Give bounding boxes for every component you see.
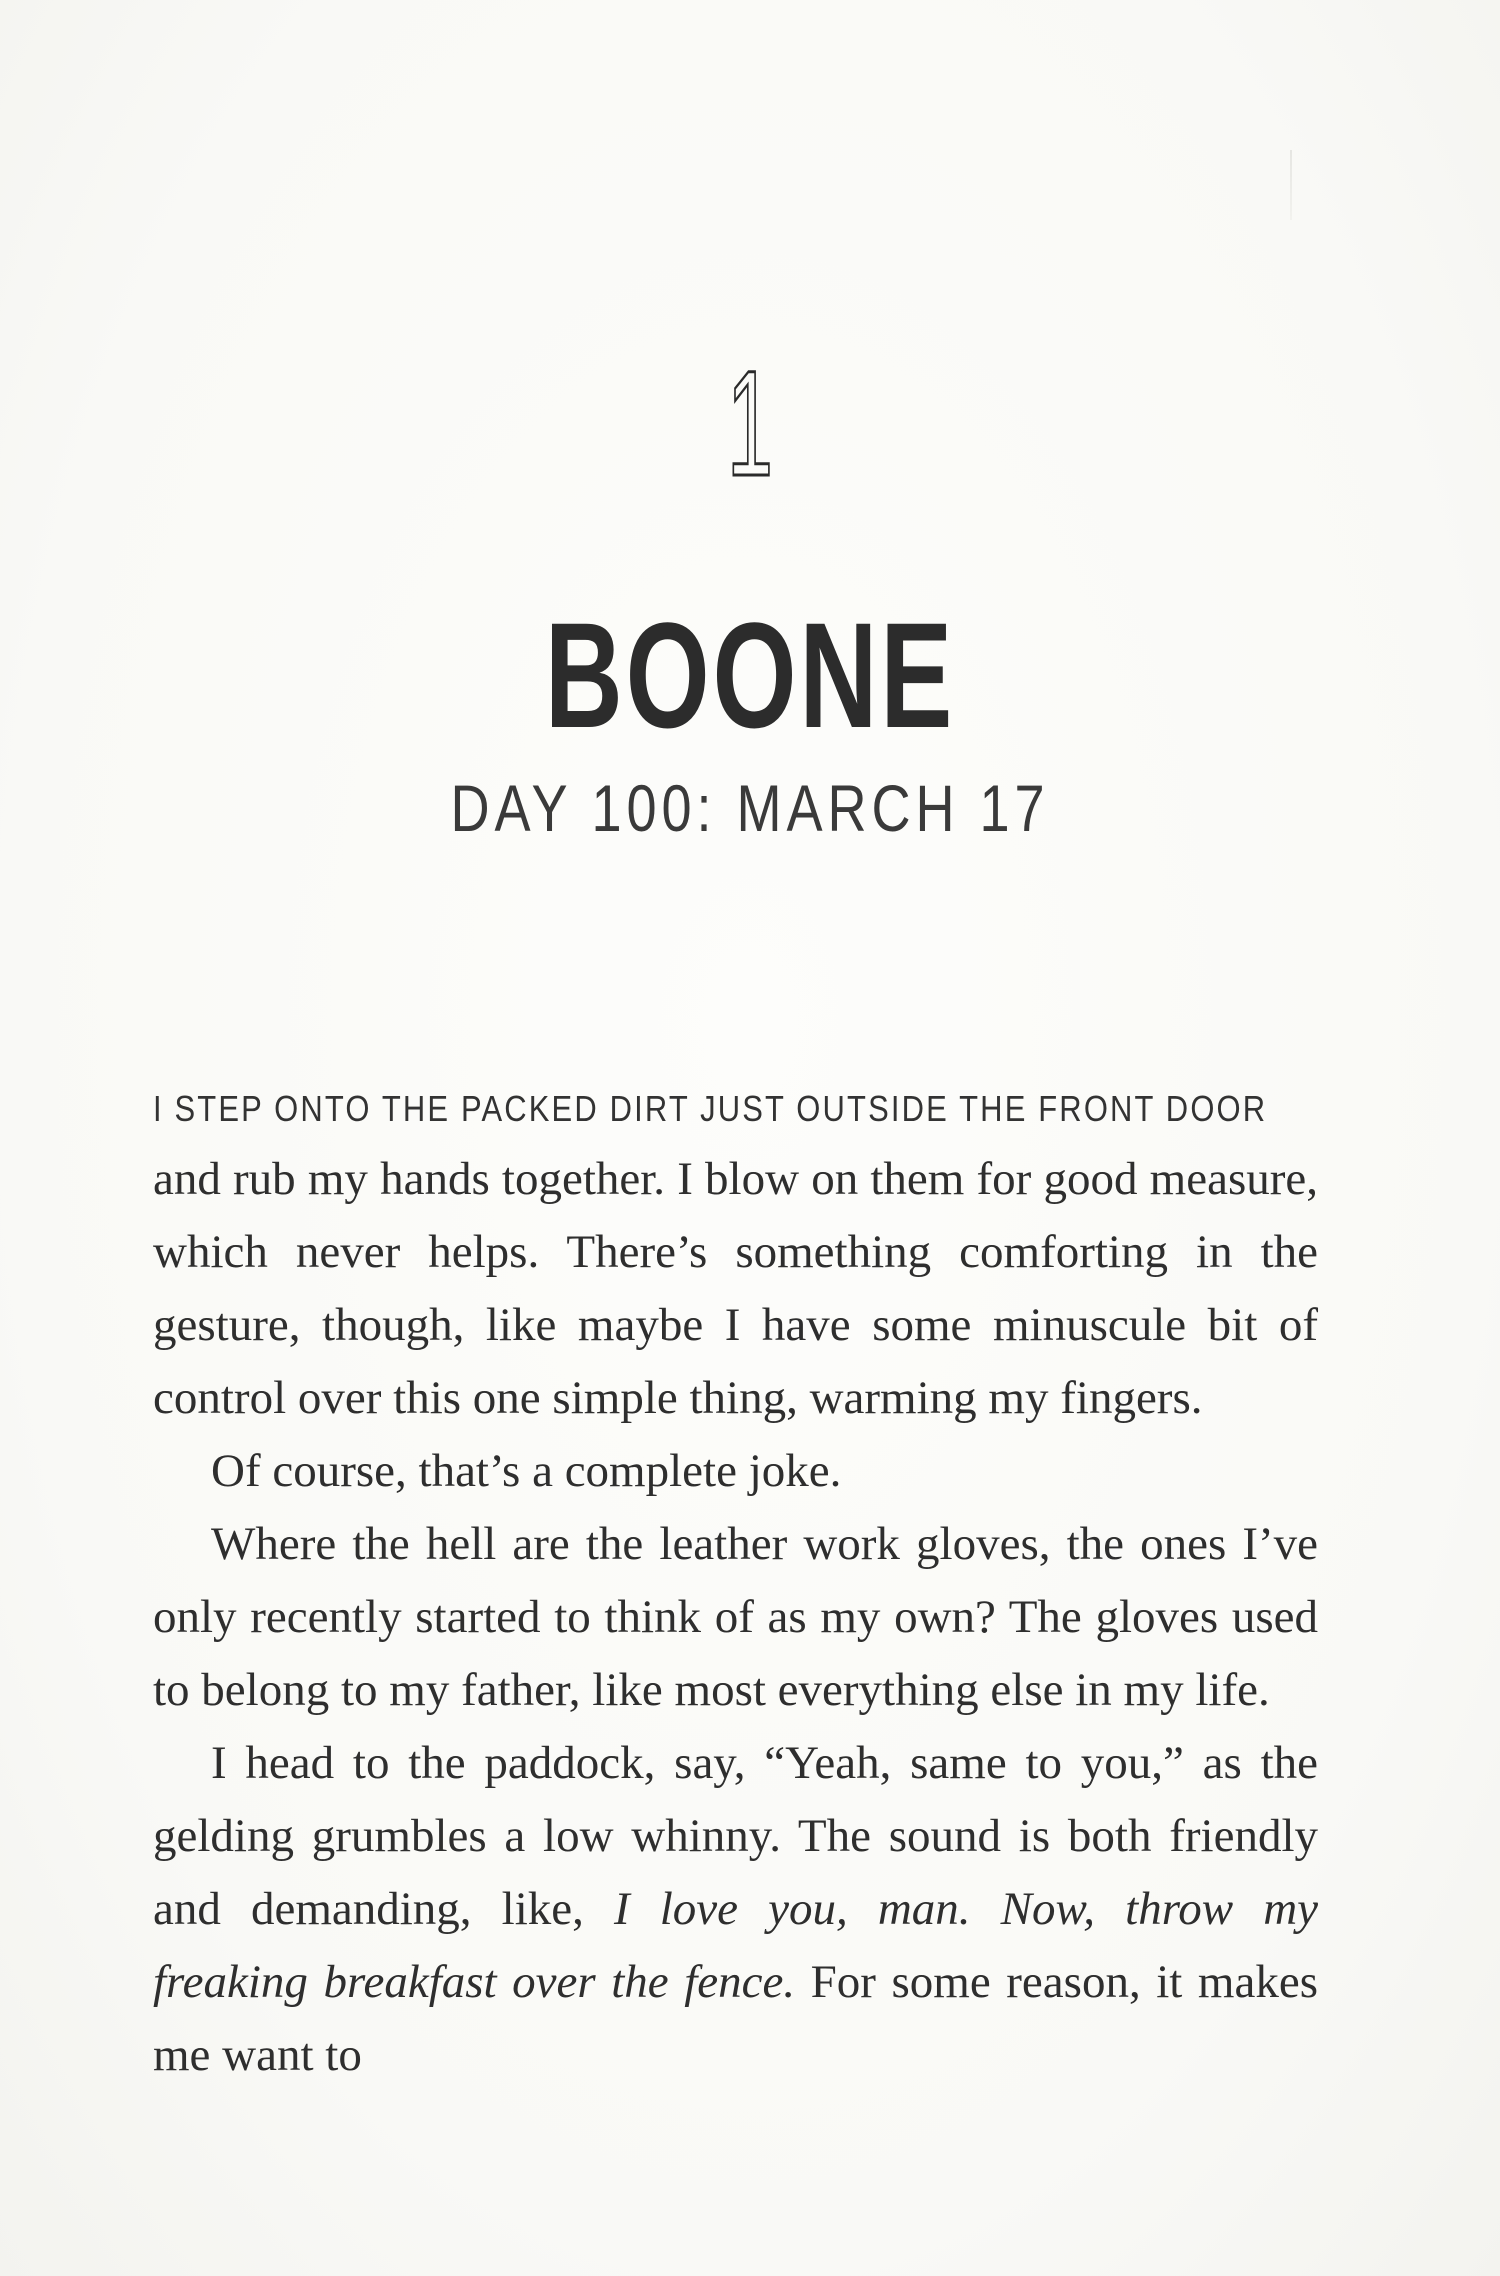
first-line <box>153 1070 1318 1143</box>
chapter-date: DAY 100: MARCH 17 <box>450 771 1050 845</box>
italic-thought: I love you, man. Now, throw my freaking breakfast over the fence. <box>153 1883 1319 2008</box>
paragraph-text: and rub my hands together. I blow on them for good measure, which never helps. There’s something comforting in the gesture, though, like maybe I have some minuscule bit of control over this one simple thing, warming my fingers. <box>153 1153 1318 1424</box>
paragraph: Of course, that’s a complete joke. <box>211 1445 842 1497</box>
paragraph <box>153 1727 1318 2092</box>
paragraph <box>153 1070 1318 1435</box>
paragraph-text: I head to the paddock, say, “Yeah, same to you,” as the gelding grumbles a low whinny. The sound is both friendly and demanding, like, <box>153 1737 1318 1935</box>
chapter-title: BOONE <box>544 591 956 759</box>
paragraph: Where the hell are the leather work gloves, the ones I’ve only recently started to think of as my own? The gloves used to belong to my father, like most everything else in my life. <box>153 1518 1318 1716</box>
body-text <box>153 1070 1318 2092</box>
paragraph-text: For some reason, it makes me want to <box>153 1956 1318 2081</box>
chapter-number: 1 <box>727 339 773 507</box>
lead-in-small-caps: I STEP ONTO THE PACKED DIRT JUST OUTSIDE THE FRONT DOOR <box>153 1088 1268 1129</box>
scan-artifact <box>1290 150 1292 220</box>
